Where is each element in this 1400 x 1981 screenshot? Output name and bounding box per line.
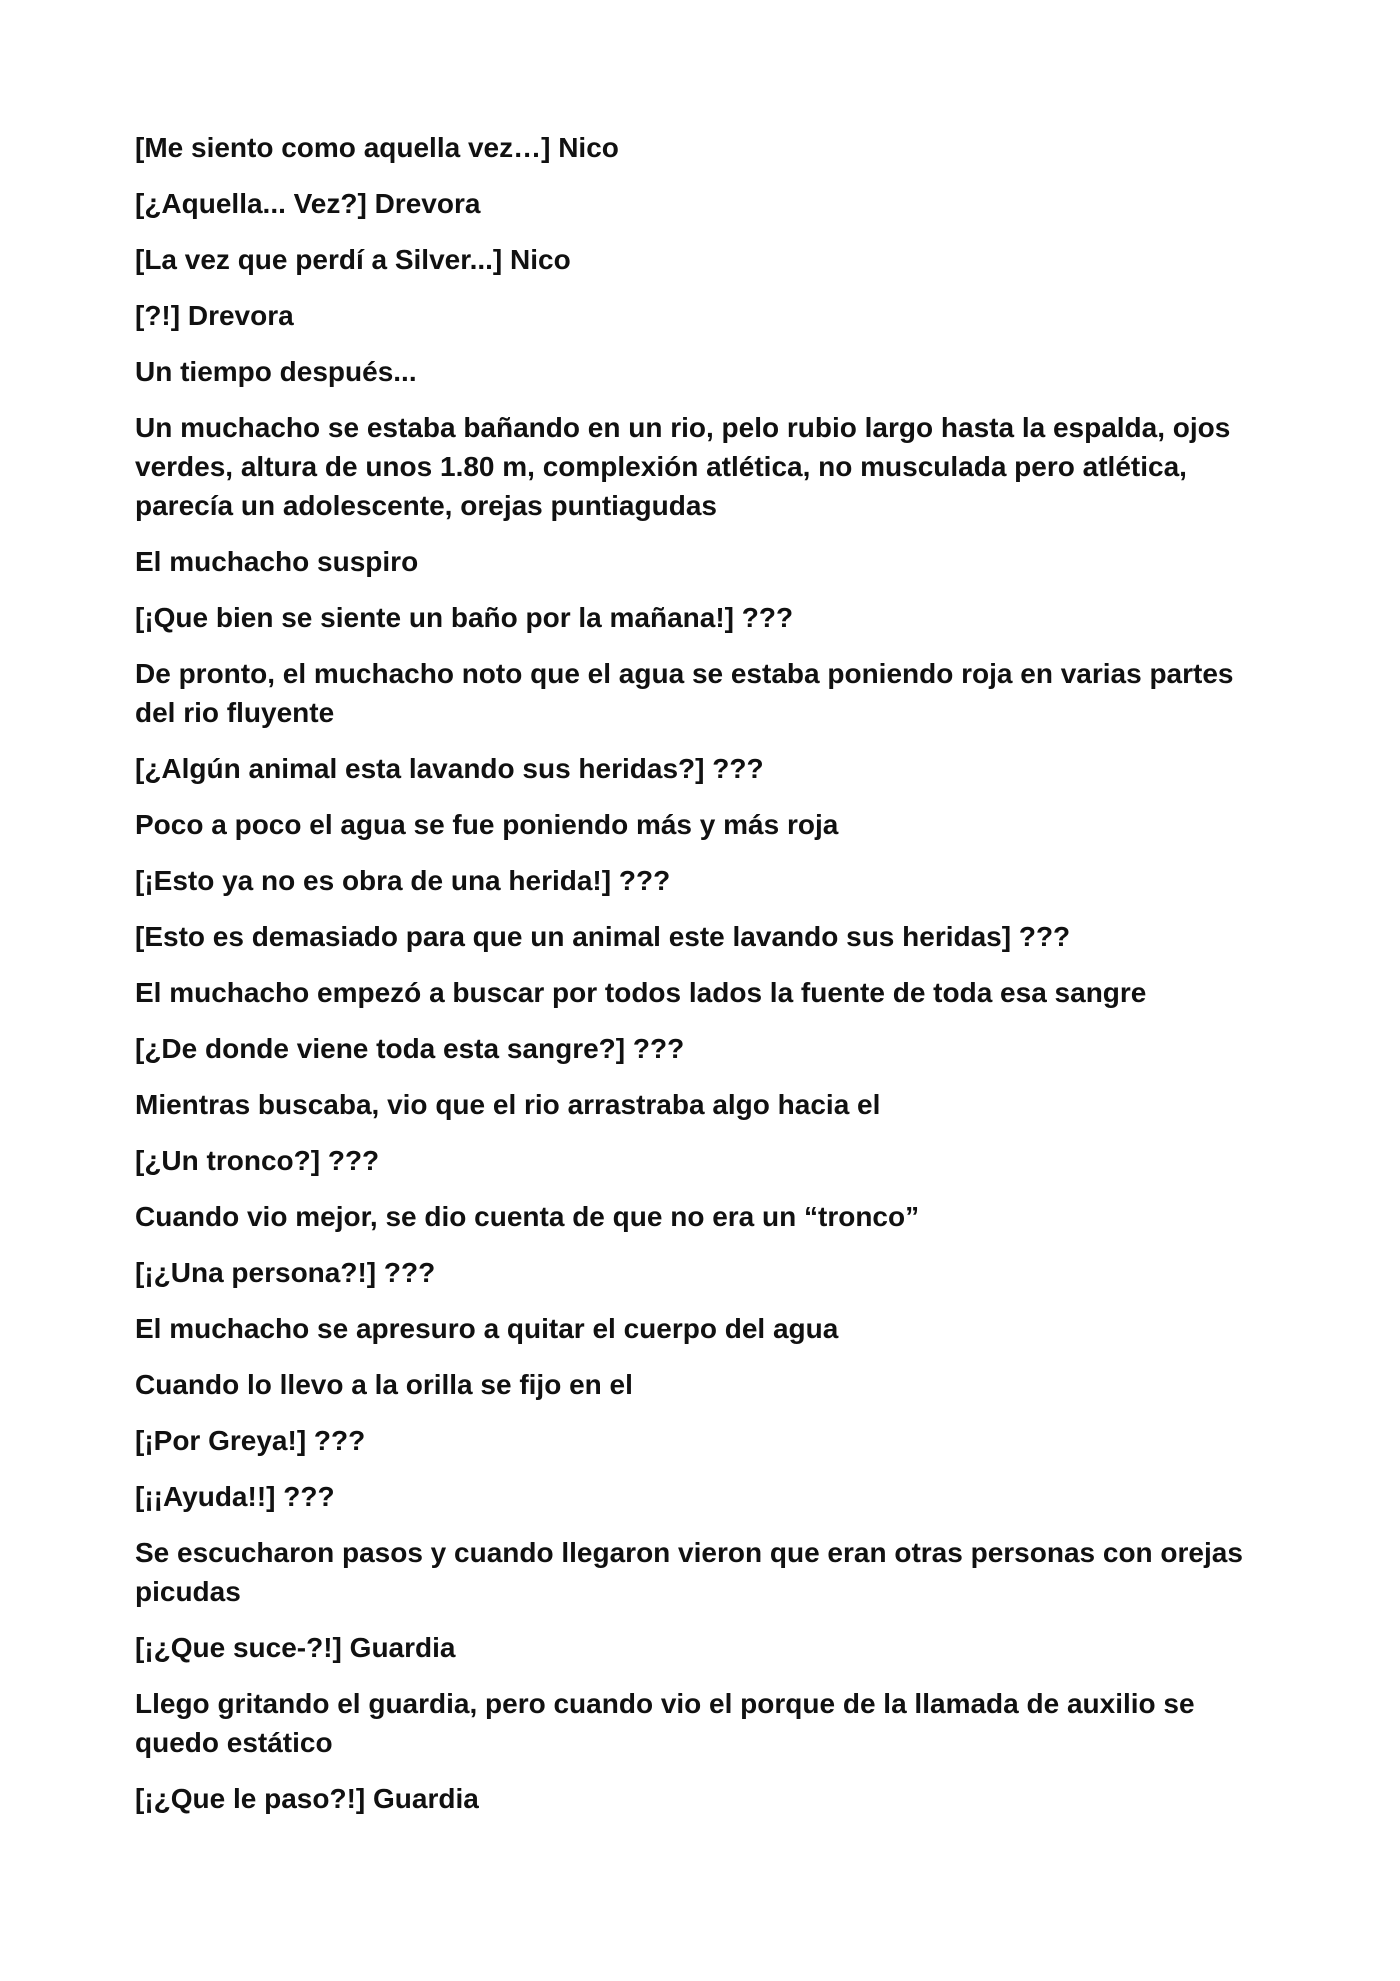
- paragraph: De pronto, el muchacho noto que el agua se estaba poniendo roja en varias partes del rio fluyente: [135, 658, 1234, 728]
- paragraph: [¿Aquella... Vez?] Drevora: [135, 188, 481, 219]
- paragraph: [Esto es demasiado para que un animal este lavando sus heridas] ???: [135, 921, 1071, 952]
- paragraph: Cuando vio mejor, se dio cuenta de que no era un “tronco”: [135, 1201, 920, 1232]
- document-body: [135, 128, 1275, 1835]
- paragraph: [¿De donde viene toda esta sangre?] ???: [135, 1033, 685, 1064]
- paragraph: [¡¿Que suce-?!] Guardia: [135, 1632, 456, 1663]
- paragraph: El muchacho empezó a buscar por todos lados la fuente de toda esa sangre: [135, 977, 1147, 1008]
- paragraph: Poco a poco el agua se fue poniendo más y más roja: [135, 809, 839, 840]
- paragraph: [?!] Drevora: [135, 300, 294, 331]
- paragraph: [La vez que perdí a Silver...] Nico: [135, 244, 571, 275]
- paragraph: [¡¿Que le paso?!] Guardia: [135, 1783, 479, 1814]
- paragraph: El muchacho se apresuro a quitar el cuerpo del agua: [135, 1313, 839, 1344]
- paragraph: [¡¿Una persona?!] ???: [135, 1257, 436, 1288]
- paragraph: Un muchacho se estaba bañando en un rio, pelo rubio largo hasta la espalda, ojos verdes, altura de unos 1.80 m, complexión atlética, no musculada pero atlética, parecía un adolescente, orejas puntiagudas: [135, 412, 1231, 521]
- paragraph: [¿Algún animal esta lavando sus heridas?] ???: [135, 753, 764, 784]
- paragraph: El muchacho suspiro: [135, 546, 419, 577]
- paragraph: [Me siento como aquella vez…] Nico: [135, 132, 619, 163]
- paragraph: Mientras buscaba, vio que el rio arrastraba algo hacia el: [135, 1089, 881, 1120]
- paragraph: [¡Esto ya no es obra de una herida!] ???: [135, 865, 671, 896]
- paragraph: Llego gritando el guardia, pero cuando vio el porque de la llamada de auxilio se quedo estático: [135, 1688, 1195, 1758]
- paragraph: [¿Un tronco?] ???: [135, 1145, 380, 1176]
- paragraph: Se escucharon pasos y cuando llegaron vieron que eran otras personas con orejas picudas: [135, 1537, 1243, 1607]
- paragraph: Un tiempo después...: [135, 356, 417, 387]
- paragraph: [¡¡Ayuda!!] ???: [135, 1481, 335, 1512]
- paragraph: Cuando lo llevo a la orilla se fijo en el: [135, 1369, 633, 1400]
- paragraph: [¡Por Greya!] ???: [135, 1425, 366, 1456]
- paragraph: [¡Que bien se siente un baño por la mañana!] ???: [135, 602, 794, 633]
